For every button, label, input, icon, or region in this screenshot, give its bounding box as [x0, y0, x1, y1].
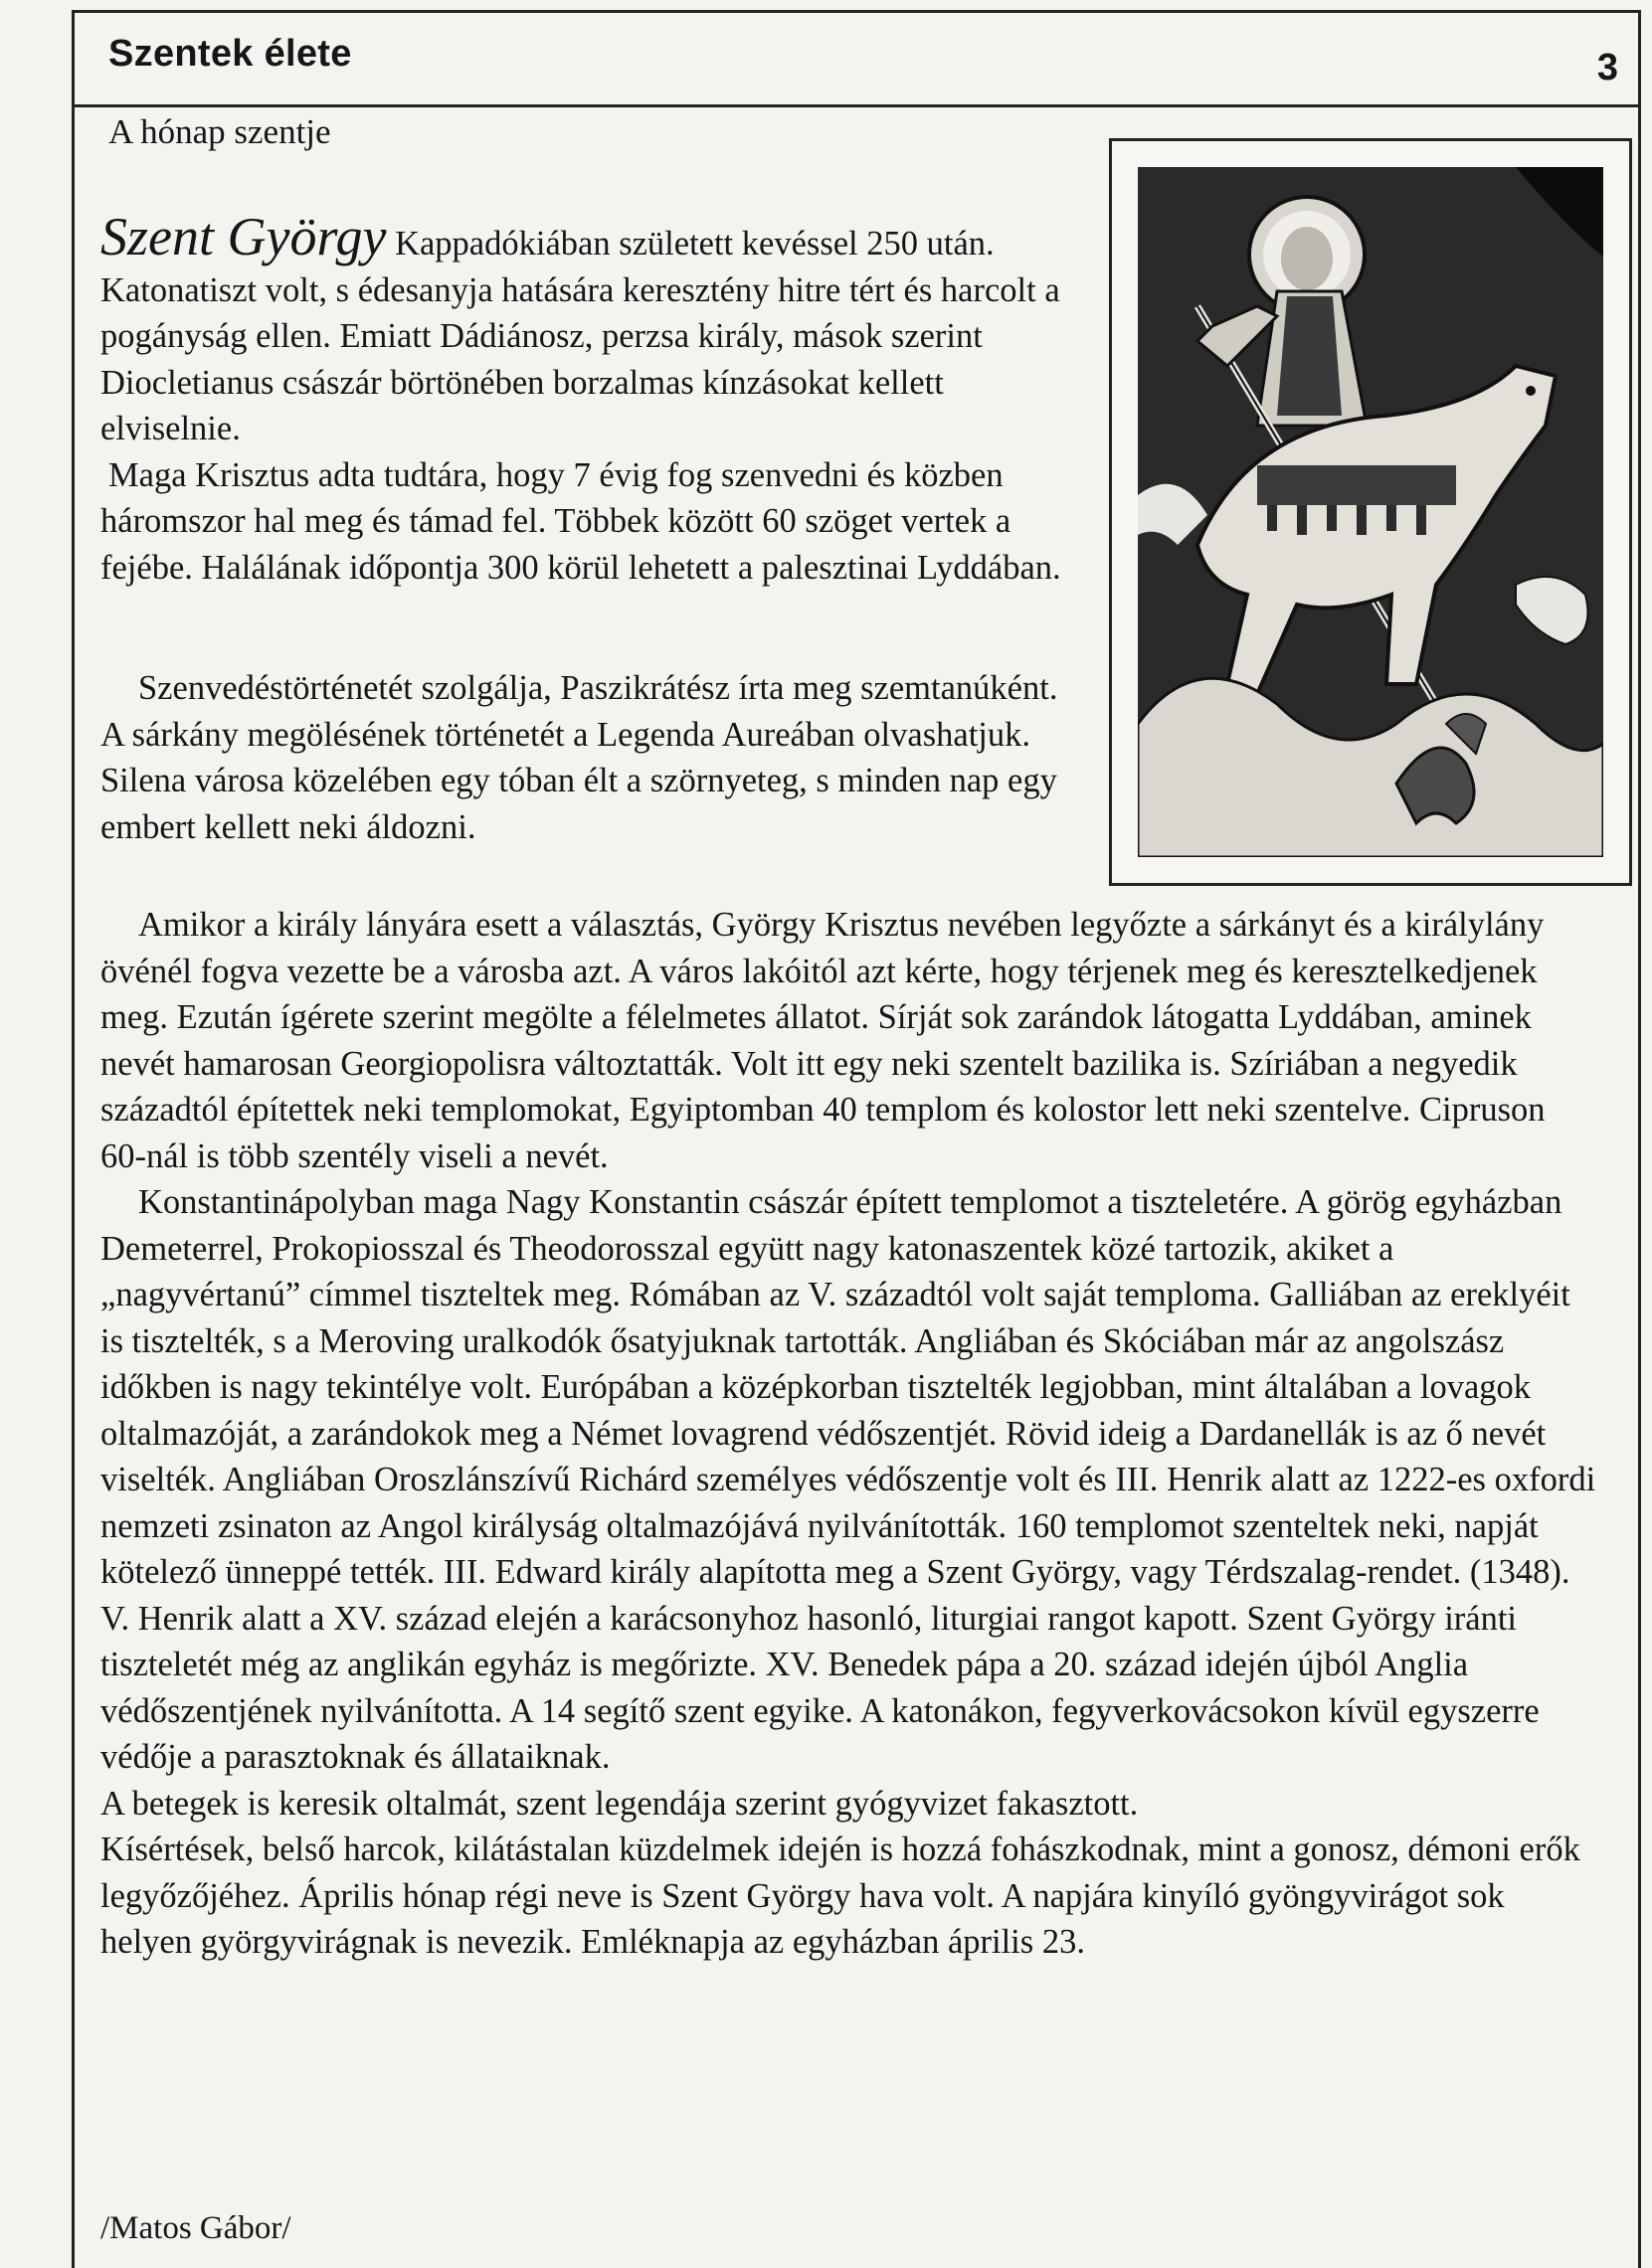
section-title: Szentek élete — [108, 33, 352, 75]
subheading: A hónap szentje — [108, 112, 331, 151]
paragraph-6: A betegek is keresik oltalmát, szent legendája szerint gyógyvizet fakasztott. — [100, 1784, 1139, 1823]
article-intro — [100, 207, 1085, 591]
page-frame — [72, 10, 1641, 2268]
saint-george-slaying-dragon-image — [1138, 167, 1603, 857]
page-number: 3 — [1596, 47, 1618, 88]
paragraph-2: Maga Krisztus adta tudtára, hogy 7 évig fog szenvedni és közben háromszor hal meg és támad fel. Többek között 60 szöget vertek a fejébe. Halálának időpontja 300 körül lehetett a palesztinai Lyddában. — [100, 455, 1061, 587]
intro-text: Kappadókiában született kevéssel 250 után. Katonatiszt volt, s édesanyja hatására keresztény hitre tért és harcolt a pogányság ellen. Emiatt Dádiánosz, perzsa király, mások szerint Diocletianus császár börtönében borzalmas kínzásokat kellett elviselnie. — [100, 225, 1060, 447]
paragraph-7: Kísértések, belső harcok, kilátástalan küzdelmek idején is hozzá fohászkodnak, mint a gonosz, démoni erők legyőzőjéhez. Április hónap régi neve is Szent György hava volt. A napjára kinyíló gyöngyvirágot sok helyen györgyvirágnak is nevezik. Emléknapja az egyházban április 23. — [100, 1831, 1580, 1961]
article-body — [100, 902, 1598, 1966]
saint-name: Szent György — [100, 207, 387, 266]
paragraph-5: Konstantinápolyban maga Nagy Konstantin császár épített templomot a tiszteletére. A görög egyházban Demeterrel, Prokopiosszal és Theodorosszal együtt nagy katonaszentek közé tartozik, akiket a „nagyvértanú” címmel tiszteltek meg. Rómában az V. századtól volt saját temploma. Galliában az ereklyéit is tisztelték, s a Meroving uralkodók ősatyjuknak tartották. Angliában és Skóciában már az angolszász időkben is nagy tekintélye volt. Európában a középkorban tisztelték legjobban, mint általában a lovagok oltalmazóját, a zarándokok meg a Német lovagrend védőszentjét. Rövid ideig a Dardanellák is az ő nevét viselték. Angliában Oroszlánszívű Richárd személyes védőszentje volt és III. Henrik alatt az 1222-es oxfordi nemzeti zsinaton az Angol királyság oltalmazójává nyilvánították. 160 templomot szenteltek neki, napját kötelező ünneppé tették. III. Edward király alapította meg a Szent György, vagy Térdszalag-rendet. (1348). V. Henrik alatt a XV. század elején a karácsonyhoz hasonló, liturgiai rangot kapott. Szent György iránti tiszteletét még az anglikán egyház is megőrizte. XV. Benedek pápa a 20. század idején újból Anglia védőszentjének nyilvánította. A 14 segítő szent egyike. A katonákon, fegyverkovácsokon kívül egyszerre védője a parasztoknak és állataiknak. — [100, 1183, 1596, 1776]
paragraph-3: Szenvedéstörténetét szolgálja, Paszikrátész írta meg szemtanúként. A sárkány megölésének történetét a Legenda Aureában olvashatjuk. Silena városa közelében egy tóban élt a szörnyeteg, s minden nap egy embert kellett neki áldozni. — [100, 669, 1058, 846]
saint-george-illustration — [1109, 138, 1632, 886]
article-intro-cont — [100, 665, 1085, 850]
paragraph-4: Amikor a király lányára esett a választás, György Krisztus nevében legyőzte a sárkányt és a királylány övénél fogva vezette be a városba azt. A város lakóitól azt kérte, hogy térjenek meg és keresztelkedjenek meg. Ezután ígérete szerint megölte a félelmetes állatot. Sírját sok zarándok látogatta Lyddában, aminek nevét hamarosan Georgiopolisra változtatták. Volt itt egy neki szentelt bazilika is. Szíriában a negyedik századtól építettek neki templomokat, Egyiptomban 40 templom és kolostor lett neki szentelve. Cipruson 60-nál is több szentély viseli a nevét. — [100, 906, 1546, 1175]
page-header — [75, 13, 1638, 107]
author-signature: /Matos Gábor/ — [100, 2210, 291, 2246]
